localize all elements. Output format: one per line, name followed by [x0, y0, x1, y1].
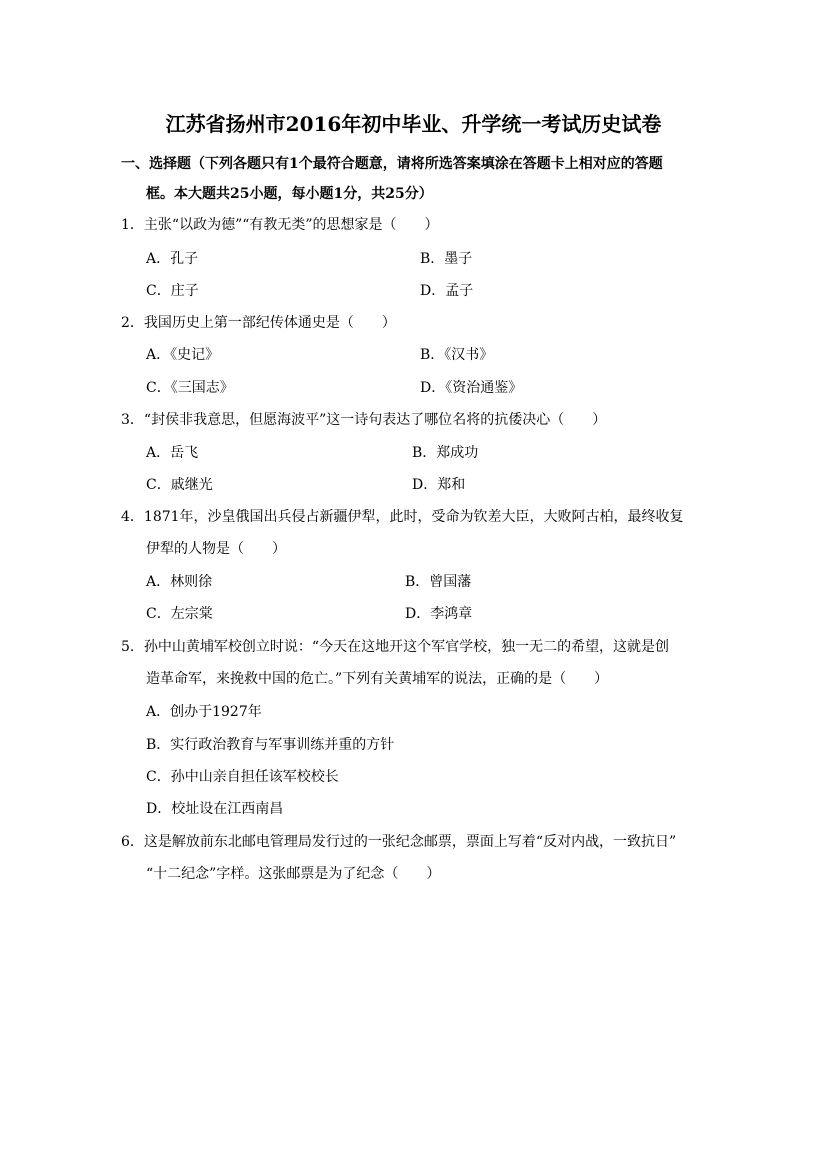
question-3-stem: 3．“封侯非我意思，但愿海波平”这一诗句表达了哪位名将的抗倭决心（ ）	[121, 412, 607, 428]
question-4-stem: 4．1871年，沙皇俄国出兵侵占新疆伊犁，此时，受命为钦差大臣，大败阿古柏，最终收复	[121, 509, 684, 525]
question-4-option-c: C．左宗棠	[146, 606, 213, 622]
question-1-stem: 1．主张“以政为德”“有教无类”的思想家是（ ）	[121, 217, 439, 233]
question-5-option-b: B．实行政治教育与军事训练并重的方针	[146, 737, 395, 753]
question-4-option-d: D．李鸿章	[405, 606, 473, 622]
question-4-option-a: A．林则徐	[146, 574, 213, 590]
question-3-option-c: C．戚继光	[146, 477, 213, 493]
question-1-option-a: A．孔子	[146, 251, 199, 267]
page-title: 江苏省扬州市2016年初中毕业、升学统一考试历史试卷	[165, 112, 662, 136]
question-1-option-b: B．墨子	[420, 251, 473, 267]
question-5-option-a: A．创办于1927年	[146, 704, 262, 720]
question-5-option-c: C．孙中山亲自担任该军校校长	[146, 769, 339, 785]
question-6-stem-cont: “十二纪念”字样。这张邮票是为了纪念（ ）	[146, 866, 441, 882]
question-6-stem: 6．这是解放前东北邮电管理局发行过的一张纪念邮票，票面上写着“反对内战，一致抗日”	[121, 834, 677, 850]
question-5-option-d: D．校址设在江西南昌	[146, 801, 284, 817]
question-5-stem-cont: 造革命军，来挽救中国的危亡。”下列有关黄埔军的说法，正确的是（ ）	[146, 671, 609, 687]
question-2-option-c: C．《三国志》	[146, 380, 234, 396]
question-1-option-d: D．孟子	[420, 283, 474, 299]
question-1-option-c: C．庄子	[146, 283, 199, 299]
section-heading: 一、选择题（下列各题只有1个最符合题意，请将所选答案填涂在答题卡上相对应的答题	[121, 156, 663, 172]
question-2-option-a: A．《史记》	[146, 347, 220, 363]
question-2-option-b: B．《汉书》	[420, 347, 494, 363]
question-2-stem: 2．我国历史上第一部纪传体通史是（ ）	[121, 315, 396, 331]
question-3-option-a: A．岳飞	[146, 445, 199, 461]
section-heading-cont: 框。本大题共25小题，每小题1分，共25分）	[146, 186, 433, 202]
question-5-stem: 5．孙中山黄埔军校创立时说：“今天在这地开这个军官学校，独一无二的希望，这就是创	[121, 639, 670, 655]
question-3-option-d: D．郑和	[412, 477, 466, 493]
question-3-option-b: B．郑成功	[412, 445, 479, 461]
question-4-option-b: B．曾国藩	[405, 574, 472, 590]
question-2-option-d: D．《资治通鉴》	[420, 380, 523, 396]
question-4-stem-cont: 伊犁的人物是（ ）	[146, 541, 286, 557]
